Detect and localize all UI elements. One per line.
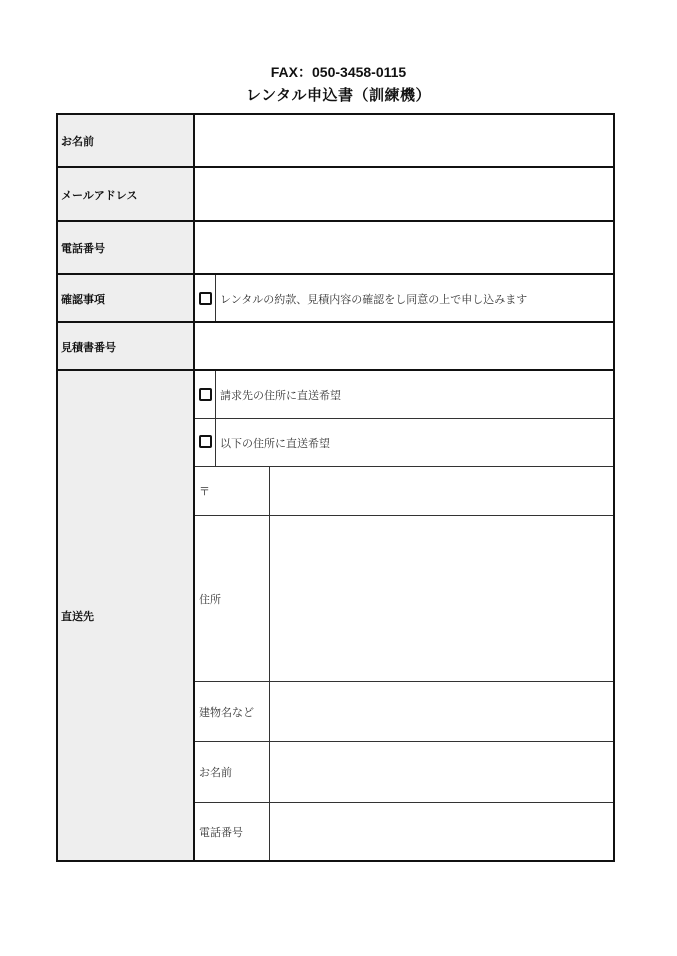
email-input[interactable] <box>195 168 613 221</box>
phone-input[interactable] <box>195 222 613 274</box>
label-confirm-text: 確認事項 <box>61 292 105 306</box>
ship-below-checkbox[interactable] <box>199 435 212 448</box>
quote-number-input[interactable] <box>195 323 613 370</box>
label-shipping-text: 直送先 <box>61 609 94 623</box>
confirm-checkbox[interactable] <box>199 292 212 305</box>
label-phone <box>58 222 195 274</box>
name-input[interactable] <box>195 115 613 167</box>
label-quote-text: 見積書番号 <box>61 340 116 354</box>
label-quote <box>58 323 195 370</box>
label-shipping <box>58 371 195 860</box>
label-name <box>58 115 195 167</box>
ship-billing-text: 請求先の住所に直送希望 <box>220 388 341 402</box>
ship-below-text: 以下の住所に直送希望 <box>220 436 330 450</box>
divider <box>215 275 216 322</box>
fax-number: FAX：050-3458-0115 <box>270 64 407 80</box>
confirm-text: レンタルの約款、見積内容の確認をし同意の上で申し込みます <box>220 292 528 306</box>
ship-billing-checkbox[interactable] <box>199 388 212 401</box>
label-name-text: お名前 <box>61 135 94 148</box>
address-input[interactable] <box>270 516 613 681</box>
building-input[interactable] <box>270 682 613 741</box>
ship-phone-label: 電話番号 <box>199 825 243 839</box>
label-confirm <box>58 275 195 322</box>
postal-input[interactable] <box>270 467 613 515</box>
ship-phone-input[interactable] <box>270 803 613 860</box>
ship-name-label: お名前 <box>199 766 232 779</box>
building-label: 建物名など <box>199 705 254 719</box>
ship-name-input[interactable] <box>270 742 613 802</box>
postal-label: 〒 <box>199 485 210 498</box>
address-label: 住所 <box>199 592 221 606</box>
label-email-text: メールアドレス <box>61 188 138 202</box>
label-email <box>58 168 195 221</box>
form-title: レンタル申込書（訓練機） <box>245 86 432 104</box>
label-phone-text: 電話番号 <box>61 242 105 255</box>
